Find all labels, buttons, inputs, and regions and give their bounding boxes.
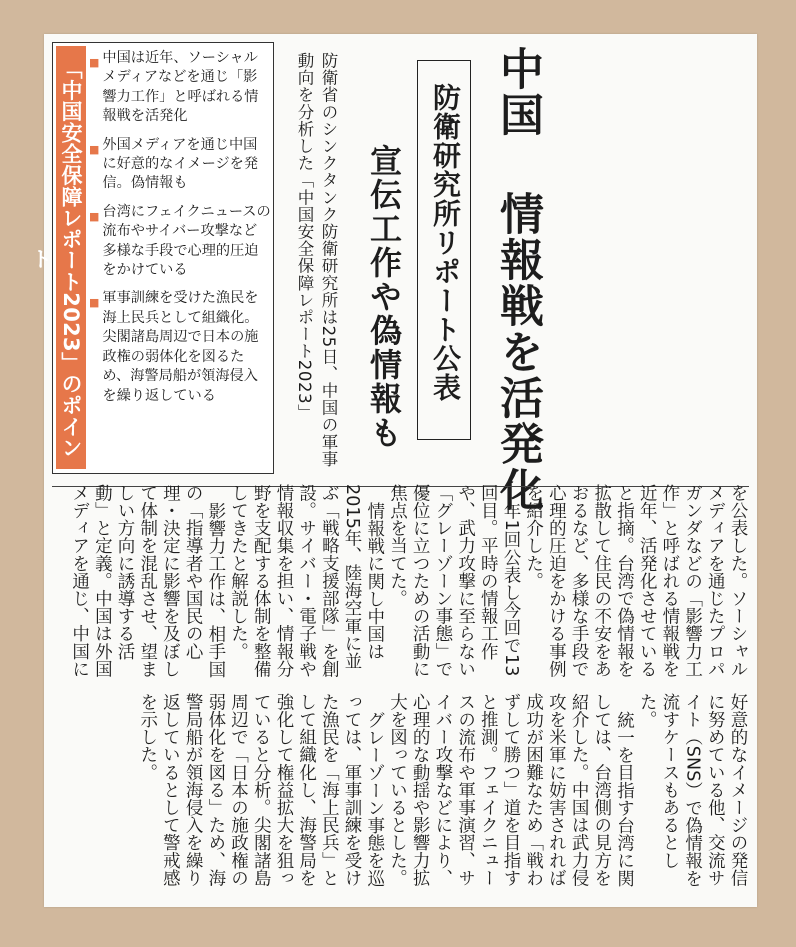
summary-box: [29, 42, 274, 474]
summary-item: [89, 49, 271, 127]
square-bullet-icon: ■: [89, 209, 100, 223]
lede-paragraph: 防衛省のシンクタンク防衛研究所は25日、中国の軍事動向を分析した「中国安全保障レポート2023」: [295, 52, 338, 468]
square-bullet-icon: ■: [89, 142, 100, 156]
square-bullet-icon: ■: [89, 56, 100, 69]
summary-item-text: 中国は近年、ソーシャルメディアなどを通じ「影響力工作」と呼ばれる情報戦を活発化: [102, 50, 259, 125]
body-paragraph: 情報戦に関し中国は2015年、陸海空軍に並ぶ「戦略支援部隊」を創設。サイバー・電子戦や情報収集を担い、情報分野を支配する体制を整備してきたと解説した。: [228, 484, 385, 678]
body-paragraph: 影響力工作は、相手国の「指導者や国民の心理・決定に影響を及ぼして体制を混乱させ、望ましい方向に誘導する活動」と定義。中国は外国メディアを通じ、中国に好意的なイメージの発信に努めている他、交流サイト（SNS）で偽情報を流すケースもあるとした。: [69, 484, 748, 888]
newspaper-clipping: [29, 34, 757, 907]
summary-item-text: 軍事訓練を受けた漁民を海上民兵として組織化。尖閣諸島周辺で日本の施政権の弱体化を図るため、海警局船が領海侵入を繰り返している: [102, 290, 259, 404]
subheadline-box: [417, 60, 471, 440]
summary-item: [89, 203, 271, 281]
body-paragraph: を公表した。ソーシャルメディアを通じたプロパガンダなどの「影響力工作」と呼ばれる情報戦を近年、活発化させていると指摘。台湾で偽情報を拡散して住民の不安をあおるなど、多様な手段で心理的圧迫をかける事例を紹介した。: [523, 484, 748, 678]
body-paragraph: 統一を目指す台湾に関しては、台湾側の見方を紹介した。中国は武力侵攻を米軍に妨害されれば成功が困難なため「戦わずして勝つ」道を目指すと推測。フェイクニュースの流布や軍事演習、サイバー攻撃などにより、心理的な動揺や影響力拡大を図っているとした。: [387, 693, 635, 887]
square-bullet-icon: ■: [89, 296, 100, 310]
body-paragraph: 年1回公表し今回で13回目。平時の情報工作や、武力攻撃に至らない「グレーゾーン事態」で優位に立つための活動に焦点を当てた。: [387, 484, 521, 678]
article-body: [56, 484, 749, 890]
summary-item: [89, 289, 271, 405]
summary-title: 「中国安全保障レポート2023」のポイント: [29, 58, 83, 459]
summary-item-text: 外国メディアを通じ中国に好意的なイメージを発信。偽情報も: [102, 136, 259, 192]
secondary-headline: 宣伝工作や偽情報も: [365, 144, 403, 450]
summary-item-text: 台湾にフェイクニュースの流布やサイバー攻撃など多様な手段で心理的圧迫をかけている: [102, 203, 271, 279]
body-paragraph: グレーゾーン事態を巡っては、軍事訓練を受けた漁民を「海上民兵」として組織化し、海警局を強化して権益拡大を狙っていると分析。尖閣諸島周辺で「日本の施政権の弱体化を図る」ため、海警局船が領海侵入を繰り返しているとして警戒感を示した。: [137, 693, 385, 887]
summary-list: [89, 49, 271, 415]
main-headline: 中国 情報戦を活発化: [492, 46, 543, 513]
summary-item: [89, 136, 271, 194]
subheadline-box-text: 防衛研究所リポート公表: [429, 83, 462, 402]
